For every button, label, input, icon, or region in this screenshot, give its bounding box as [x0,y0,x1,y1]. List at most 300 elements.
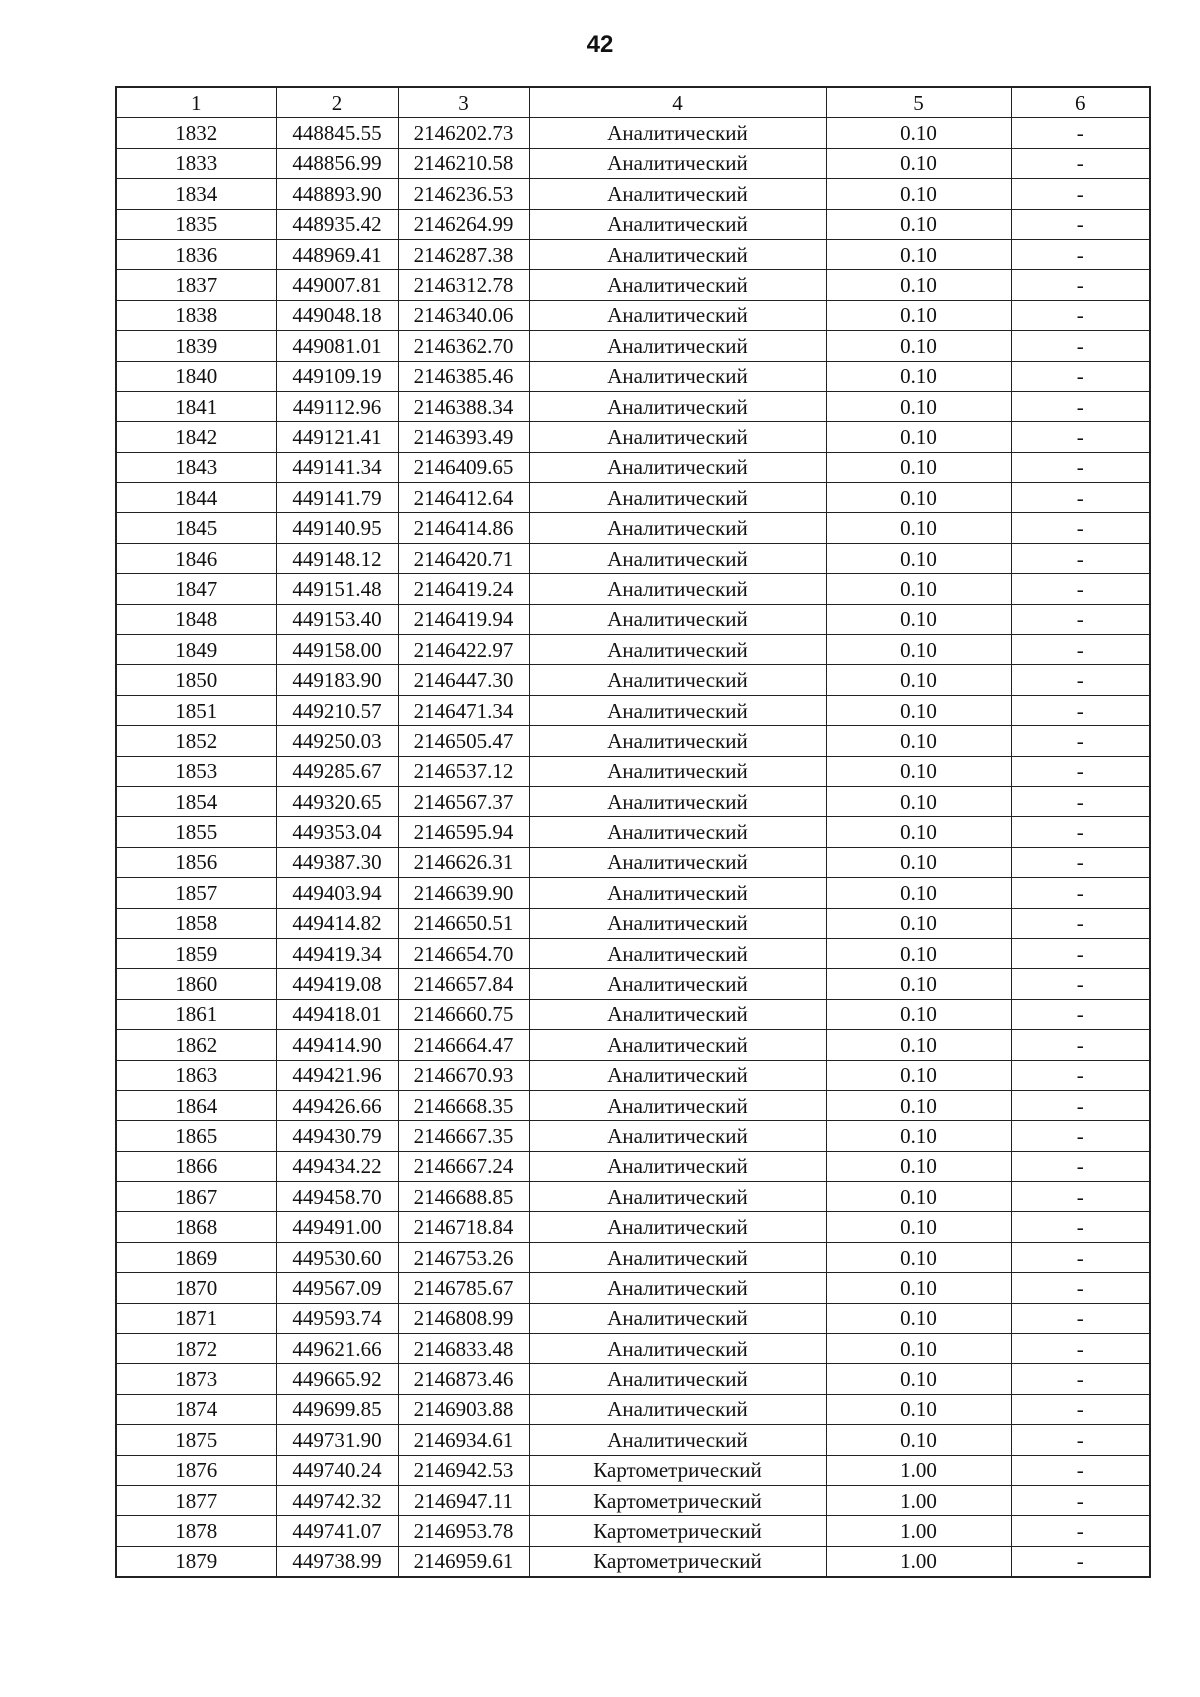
cell-x-coordinate: 449665.92 [276,1364,398,1394]
cell-note: - [1011,543,1150,573]
cell-y-coordinate: 2146422.97 [398,635,529,665]
cell-point-number: 1878 [116,1516,276,1546]
cell-accuracy: 0.10 [826,756,1011,786]
cell-accuracy: 0.10 [826,452,1011,482]
cell-note: - [1011,1060,1150,1090]
table-row [116,938,1150,968]
cell-point-number: 1868 [116,1212,276,1242]
cell-note: - [1011,179,1150,209]
table-row [116,1212,1150,1242]
table-row [116,1425,1150,1455]
cell-note: - [1011,878,1150,908]
cell-method: Аналитический [529,1030,826,1060]
cell-method: Аналитический [529,604,826,634]
table-row [116,1273,1150,1303]
cell-point-number: 1879 [116,1546,276,1577]
cell-accuracy: 0.10 [826,239,1011,269]
cell-y-coordinate: 2146660.75 [398,999,529,1029]
cell-note: - [1011,1030,1150,1060]
table-row [116,1303,1150,1333]
cell-accuracy: 0.10 [826,391,1011,421]
cell-note: - [1011,331,1150,361]
cell-note: - [1011,1121,1150,1151]
cell-accuracy: 0.10 [826,817,1011,847]
cell-x-coordinate: 448969.41 [276,239,398,269]
cell-note: - [1011,452,1150,482]
cell-y-coordinate: 2146873.46 [398,1364,529,1394]
cell-note: - [1011,938,1150,968]
cell-note: - [1011,847,1150,877]
cell-method: Аналитический [529,574,826,604]
cell-point-number: 1858 [116,908,276,938]
table-row [116,786,1150,816]
cell-y-coordinate: 2146626.31 [398,847,529,877]
cell-accuracy: 0.10 [826,1182,1011,1212]
cell-x-coordinate: 449419.34 [276,938,398,968]
cell-point-number: 1849 [116,635,276,665]
cell-x-coordinate: 449387.30 [276,847,398,877]
cell-note: - [1011,908,1150,938]
cell-y-coordinate: 2146393.49 [398,422,529,452]
table-row [116,361,1150,391]
cell-accuracy: 0.10 [826,543,1011,573]
cell-accuracy: 0.10 [826,300,1011,330]
cell-y-coordinate: 2146567.37 [398,786,529,816]
cell-point-number: 1870 [116,1273,276,1303]
cell-x-coordinate: 448935.42 [276,209,398,239]
cell-method: Аналитический [529,452,826,482]
table-row [116,270,1150,300]
cell-x-coordinate: 449414.82 [276,908,398,938]
cell-y-coordinate: 2146447.30 [398,665,529,695]
cell-y-coordinate: 2146639.90 [398,878,529,908]
cell-accuracy: 0.10 [826,878,1011,908]
table-row [116,452,1150,482]
cell-y-coordinate: 2146833.48 [398,1334,529,1364]
cell-accuracy: 0.10 [826,847,1011,877]
cell-point-number: 1839 [116,331,276,361]
cell-accuracy: 0.10 [826,999,1011,1029]
cell-x-coordinate: 449081.01 [276,331,398,361]
cell-point-number: 1834 [116,179,276,209]
cell-point-number: 1862 [116,1030,276,1060]
cell-method: Аналитический [529,878,826,908]
cell-method: Аналитический [529,847,826,877]
cell-method: Аналитический [529,1303,826,1333]
header-cell-4: 4 [529,87,826,118]
cell-note: - [1011,1516,1150,1546]
cell-x-coordinate: 448893.90 [276,179,398,209]
cell-method: Аналитический [529,999,826,1029]
cell-x-coordinate: 449742.32 [276,1485,398,1515]
cell-method: Аналитический [529,1425,826,1455]
cell-y-coordinate: 2146412.64 [398,483,529,513]
cell-accuracy: 0.10 [826,938,1011,968]
cell-note: - [1011,361,1150,391]
cell-y-coordinate: 2146340.06 [398,300,529,330]
cell-accuracy: 0.10 [826,422,1011,452]
cell-point-number: 1850 [116,665,276,695]
cell-point-number: 1854 [116,786,276,816]
cell-method: Аналитический [529,786,826,816]
cell-accuracy: 0.10 [826,1303,1011,1333]
cell-x-coordinate: 449491.00 [276,1212,398,1242]
cell-y-coordinate: 2146419.94 [398,604,529,634]
cell-accuracy: 1.00 [826,1455,1011,1485]
cell-point-number: 1842 [116,422,276,452]
cell-y-coordinate: 2146236.53 [398,179,529,209]
cell-note: - [1011,483,1150,513]
cell-accuracy: 0.10 [826,513,1011,543]
cell-method: Картометрический [529,1455,826,1485]
cell-x-coordinate: 449250.03 [276,726,398,756]
cell-x-coordinate: 449153.40 [276,604,398,634]
cell-x-coordinate: 449567.09 [276,1273,398,1303]
cell-y-coordinate: 2146903.88 [398,1394,529,1424]
table-row [116,665,1150,695]
table-row [116,300,1150,330]
table-row [116,1151,1150,1181]
cell-accuracy: 0.10 [826,270,1011,300]
cell-method: Аналитический [529,331,826,361]
cell-note: - [1011,635,1150,665]
cell-note: - [1011,574,1150,604]
cell-method: Аналитический [529,969,826,999]
cell-point-number: 1851 [116,695,276,725]
cell-y-coordinate: 2146654.70 [398,938,529,968]
cell-method: Аналитический [529,300,826,330]
cell-y-coordinate: 2146537.12 [398,756,529,786]
cell-y-coordinate: 2146420.71 [398,543,529,573]
cell-note: - [1011,239,1150,269]
cell-accuracy: 0.10 [826,1090,1011,1120]
cell-point-number: 1852 [116,726,276,756]
cell-method: Аналитический [529,635,826,665]
cell-point-number: 1859 [116,938,276,968]
cell-x-coordinate: 449621.66 [276,1334,398,1364]
cell-point-number: 1856 [116,847,276,877]
cell-y-coordinate: 2146264.99 [398,209,529,239]
cell-x-coordinate: 449353.04 [276,817,398,847]
cell-x-coordinate: 449414.90 [276,1030,398,1060]
cell-point-number: 1869 [116,1242,276,1272]
cell-method: Аналитический [529,1090,826,1120]
cell-accuracy: 0.10 [826,908,1011,938]
cell-method: Аналитический [529,756,826,786]
cell-x-coordinate: 449320.65 [276,786,398,816]
cell-point-number: 1877 [116,1485,276,1515]
cell-x-coordinate: 449151.48 [276,574,398,604]
cell-accuracy: 0.10 [826,1060,1011,1090]
cell-accuracy: 0.10 [826,1394,1011,1424]
cell-y-coordinate: 2146362.70 [398,331,529,361]
cell-note: - [1011,391,1150,421]
cell-method: Аналитический [529,361,826,391]
cell-method: Аналитический [529,483,826,513]
cell-point-number: 1847 [116,574,276,604]
header-cell-5: 5 [826,87,1011,118]
table-row [116,1334,1150,1364]
cell-y-coordinate: 2146388.34 [398,391,529,421]
header-cell-3: 3 [398,87,529,118]
cell-note: - [1011,817,1150,847]
cell-note: - [1011,1394,1150,1424]
cell-note: - [1011,604,1150,634]
table-row [116,1455,1150,1485]
cell-point-number: 1864 [116,1090,276,1120]
cell-note: - [1011,665,1150,695]
cell-method: Аналитический [529,209,826,239]
cell-method: Аналитический [529,1182,826,1212]
cell-y-coordinate: 2146202.73 [398,118,529,148]
cell-accuracy: 0.10 [826,1425,1011,1455]
cell-accuracy: 0.10 [826,179,1011,209]
cell-note: - [1011,756,1150,786]
table-row [116,391,1150,421]
cell-x-coordinate: 449048.18 [276,300,398,330]
cell-method: Аналитический [529,179,826,209]
cell-x-coordinate: 449593.74 [276,1303,398,1333]
cell-accuracy: 0.10 [826,1030,1011,1060]
table-row [116,878,1150,908]
cell-accuracy: 0.10 [826,695,1011,725]
table-row [116,1485,1150,1515]
cell-x-coordinate: 449183.90 [276,665,398,695]
cell-point-number: 1863 [116,1060,276,1090]
table-body [116,118,1150,1577]
table-row [116,999,1150,1029]
cell-note: - [1011,1303,1150,1333]
cell-note: - [1011,786,1150,816]
cell-accuracy: 0.10 [826,969,1011,999]
cell-note: - [1011,1273,1150,1303]
cell-x-coordinate: 449403.94 [276,878,398,908]
cell-note: - [1011,695,1150,725]
cell-point-number: 1861 [116,999,276,1029]
cell-accuracy: 0.10 [826,786,1011,816]
cell-y-coordinate: 2146668.35 [398,1090,529,1120]
header-row [116,87,1150,118]
cell-method: Аналитический [529,1364,826,1394]
cell-point-number: 1844 [116,483,276,513]
cell-x-coordinate: 449285.67 [276,756,398,786]
cell-point-number: 1832 [116,118,276,148]
cell-accuracy: 0.10 [826,604,1011,634]
cell-x-coordinate: 449738.99 [276,1546,398,1577]
cell-point-number: 1841 [116,391,276,421]
table-row [116,604,1150,634]
page-number: 42 [586,31,614,58]
cell-accuracy: 0.10 [826,1212,1011,1242]
cell-method: Аналитический [529,1121,826,1151]
cell-x-coordinate: 449421.96 [276,1060,398,1090]
cell-note: - [1011,969,1150,999]
cell-accuracy: 1.00 [826,1516,1011,1546]
cell-note: - [1011,1090,1150,1120]
cell-y-coordinate: 2146419.24 [398,574,529,604]
cell-accuracy: 0.10 [826,1364,1011,1394]
cell-method: Аналитический [529,270,826,300]
header-cell-2: 2 [276,87,398,118]
cell-accuracy: 0.10 [826,483,1011,513]
cell-method: Аналитический [529,908,826,938]
cell-note: - [1011,148,1150,178]
cell-x-coordinate: 449434.22 [276,1151,398,1181]
cell-method: Аналитический [529,1151,826,1181]
cell-accuracy: 0.10 [826,574,1011,604]
table-row [116,1090,1150,1120]
cell-x-coordinate: 449210.57 [276,695,398,725]
cell-point-number: 1872 [116,1334,276,1364]
cell-note: - [1011,726,1150,756]
cell-point-number: 1873 [116,1364,276,1394]
cell-y-coordinate: 2146664.47 [398,1030,529,1060]
cell-x-coordinate: 449141.79 [276,483,398,513]
cell-point-number: 1838 [116,300,276,330]
table-row [116,148,1150,178]
cell-point-number: 1876 [116,1455,276,1485]
cell-point-number: 1866 [116,1151,276,1181]
cell-y-coordinate: 2146505.47 [398,726,529,756]
cell-x-coordinate: 448845.55 [276,118,398,148]
cell-y-coordinate: 2146667.35 [398,1121,529,1151]
cell-note: - [1011,1455,1150,1485]
cell-accuracy: 0.10 [826,361,1011,391]
table-row [116,513,1150,543]
cell-point-number: 1860 [116,969,276,999]
cell-y-coordinate: 2146753.26 [398,1242,529,1272]
cell-note: - [1011,1182,1150,1212]
cell-y-coordinate: 2146471.34 [398,695,529,725]
table-row [116,543,1150,573]
cell-point-number: 1857 [116,878,276,908]
table-row [116,1182,1150,1212]
table-row [116,422,1150,452]
cell-note: - [1011,1151,1150,1181]
cell-note: - [1011,209,1150,239]
cell-y-coordinate: 2146595.94 [398,817,529,847]
cell-x-coordinate: 449112.96 [276,391,398,421]
cell-x-coordinate: 449121.41 [276,422,398,452]
cell-method: Аналитический [529,665,826,695]
cell-point-number: 1835 [116,209,276,239]
cell-y-coordinate: 2146942.53 [398,1455,529,1485]
cell-point-number: 1853 [116,756,276,786]
cell-x-coordinate: 449741.07 [276,1516,398,1546]
cell-y-coordinate: 2146953.78 [398,1516,529,1546]
cell-accuracy: 0.10 [826,726,1011,756]
cell-method: Аналитический [529,695,826,725]
cell-x-coordinate: 448856.99 [276,148,398,178]
cell-y-coordinate: 2146785.67 [398,1273,529,1303]
cell-y-coordinate: 2146414.86 [398,513,529,543]
cell-note: - [1011,1425,1150,1455]
cell-method: Картометрический [529,1546,826,1577]
table-row [116,239,1150,269]
cell-method: Аналитический [529,938,826,968]
cell-y-coordinate: 2146287.38 [398,239,529,269]
cell-y-coordinate: 2146657.84 [398,969,529,999]
cell-note: - [1011,300,1150,330]
table-row [116,1364,1150,1394]
cell-method: Аналитический [529,118,826,148]
cell-accuracy: 1.00 [826,1485,1011,1515]
cell-note: - [1011,1546,1150,1577]
table-row [116,635,1150,665]
cell-accuracy: 0.10 [826,118,1011,148]
cell-note: - [1011,999,1150,1029]
cell-point-number: 1874 [116,1394,276,1424]
table-row [116,1060,1150,1090]
cell-point-number: 1837 [116,270,276,300]
cell-y-coordinate: 2146650.51 [398,908,529,938]
table-row [116,847,1150,877]
cell-note: - [1011,118,1150,148]
cell-method: Аналитический [529,1394,826,1424]
cell-accuracy: 0.10 [826,1273,1011,1303]
table-row [116,331,1150,361]
cell-point-number: 1845 [116,513,276,543]
cell-x-coordinate: 449458.70 [276,1182,398,1212]
cell-accuracy: 0.10 [826,1121,1011,1151]
cell-x-coordinate: 449699.85 [276,1394,398,1424]
table-row [116,1121,1150,1151]
cell-note: - [1011,1242,1150,1272]
cell-point-number: 1848 [116,604,276,634]
cell-point-number: 1846 [116,543,276,573]
table-row [116,969,1150,999]
table-row [116,1242,1150,1272]
cell-y-coordinate: 2146409.65 [398,452,529,482]
cell-method: Аналитический [529,726,826,756]
cell-accuracy: 1.00 [826,1546,1011,1577]
cell-y-coordinate: 2146947.11 [398,1485,529,1515]
table-row [116,756,1150,786]
cell-x-coordinate: 449530.60 [276,1242,398,1272]
header-cell-6: 6 [1011,87,1150,118]
cell-y-coordinate: 2146934.61 [398,1425,529,1455]
cell-point-number: 1855 [116,817,276,847]
table-row [116,179,1150,209]
table-row [116,483,1150,513]
cell-accuracy: 0.10 [826,148,1011,178]
cell-method: Аналитический [529,391,826,421]
cell-accuracy: 0.10 [826,331,1011,361]
cell-x-coordinate: 449418.01 [276,999,398,1029]
cell-accuracy: 0.10 [826,1334,1011,1364]
cell-x-coordinate: 449158.00 [276,635,398,665]
cell-method: Аналитический [529,422,826,452]
cell-method: Аналитический [529,148,826,178]
cell-point-number: 1865 [116,1121,276,1151]
cell-note: - [1011,1485,1150,1515]
cell-note: - [1011,270,1150,300]
cell-x-coordinate: 449419.08 [276,969,398,999]
cell-x-coordinate: 449430.79 [276,1121,398,1151]
cell-x-coordinate: 449007.81 [276,270,398,300]
cell-note: - [1011,422,1150,452]
cell-accuracy: 0.10 [826,209,1011,239]
cell-x-coordinate: 449740.24 [276,1455,398,1485]
cell-y-coordinate: 2146718.84 [398,1212,529,1242]
cell-point-number: 1836 [116,239,276,269]
table-row [116,1546,1150,1577]
cell-method: Аналитический [529,1273,826,1303]
cell-x-coordinate: 449148.12 [276,543,398,573]
cell-accuracy: 0.10 [826,665,1011,695]
table-header [116,87,1150,118]
cell-accuracy: 0.10 [826,1242,1011,1272]
